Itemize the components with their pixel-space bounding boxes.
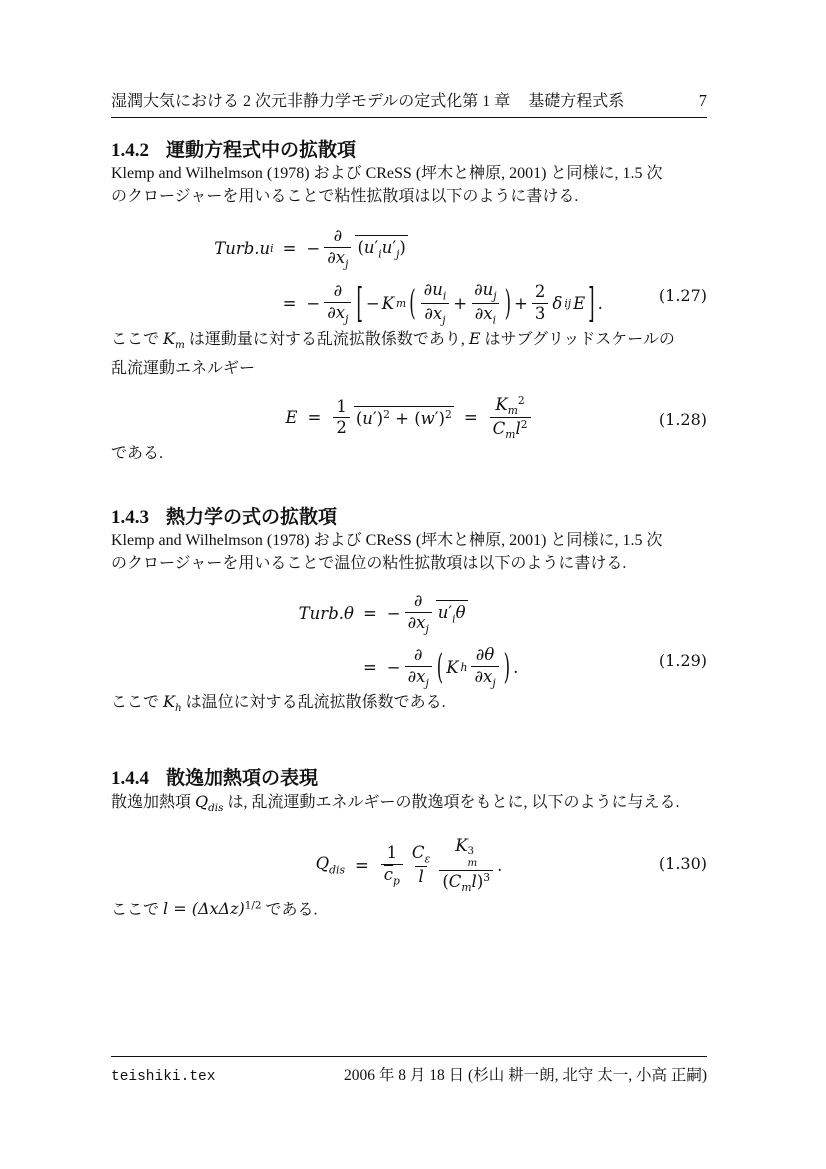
fraction: $\frac{1}{c_p}$ bbox=[381, 843, 403, 887]
eq129-rhs-line1: = − $\frac{\partial}{\partial x_j}$ $u'_i\theta$ bbox=[362, 590, 466, 635]
section-number: 1.4.4 bbox=[111, 767, 149, 789]
paragraph-l-definition: ここで $l = (\Delta x\Delta z)^{1/2}$ である. bbox=[111, 899, 318, 919]
header-doc-title: 湿潤大気における 2 次元非静力学モデルの定式化 bbox=[111, 93, 463, 110]
right-paren: ) bbox=[503, 646, 511, 687]
equation-1-27-align bbox=[214, 226, 604, 327]
fraction: $\frac{2}{3}$ bbox=[532, 282, 549, 324]
left-bracket: [ bbox=[356, 279, 363, 327]
overline-term: $(u')^2 + (w')^2$ bbox=[354, 406, 454, 429]
fraction: $\frac{C_\varepsilon}{l}$ bbox=[411, 843, 431, 886]
equation-1-27 bbox=[111, 226, 707, 327]
eq127-rhs-line1: = − $\frac{\partial}{\partial x_j}$ $(u'_iu'_j)$ bbox=[282, 226, 406, 270]
paragraph-dearu: である. bbox=[111, 444, 164, 462]
fraction: $\frac{1}{2}$ bbox=[333, 397, 350, 439]
page-body bbox=[111, 0, 707, 921]
eq127-lhs: Turb.u i bbox=[214, 238, 274, 258]
eq129-rhs-line2: = − $\frac{\partial}{\partial x_j}$ ( K h $\frac{\partial\theta}{\partial x_j}$ ) . bbox=[362, 645, 519, 690]
section-title: 運動方程式中の拡散項 bbox=[166, 140, 357, 161]
equation-1-30 bbox=[111, 836, 707, 895]
fraction: $\frac{\partial}{\partial x_j}$ bbox=[405, 645, 432, 689]
eq129-lhs: Turb.θ bbox=[298, 603, 354, 623]
equation-number-1-30: (1.30) bbox=[658, 853, 707, 873]
fraction: $\frac{\partial u_j}{\partial x_i}$ bbox=[471, 280, 500, 326]
right-paren: ) bbox=[504, 283, 512, 324]
header-page-number: 7 bbox=[698, 91, 707, 110]
fraction: $\frac{\partial}{\partial x_j}$ bbox=[405, 591, 432, 635]
eq130-lhs: $Q_{dis}$ bbox=[315, 854, 345, 877]
section-heading-1-4-3 bbox=[111, 507, 707, 529]
equation-number-1-27: (1.27) bbox=[658, 286, 707, 305]
paragraph-kh-definition: ここで $K_h$ は温位に対する乱流拡散係数である. bbox=[111, 691, 446, 714]
inline-math-Km: $K_m$ bbox=[163, 328, 185, 351]
footer-date-authors: 2006 年 8 月 18 日 (杉山 耕一朗, 北守 太一, 小高 正嗣) bbox=[344, 1067, 707, 1084]
fraction: $\frac{\partial\theta}{\partial x_j}$ bbox=[471, 645, 498, 689]
section-number: 1.4.2 bbox=[111, 140, 149, 161]
section-title: 散逸加熱項の表現 bbox=[166, 767, 319, 789]
eq127-rhs-line2: = − $\frac{\partial}{\partial x_j}$ [ − K m ( $\frac{\partial u_i}{\partial x_j}$ + $\frac{\partial u_j}{\partial x_i}$ ) + $\frac{2}{3}$ δ ij E ] . bbox=[282, 279, 603, 327]
equation-number-1-28: (1.28) bbox=[658, 409, 707, 429]
equation-1-29-align bbox=[299, 591, 520, 690]
paragraph-closure-momentum: Klemp and Wilhelmson (1978) および CReSS (坪木と榊原, 2001) と同様に, 1.5 次 のクロージャーを用いることで粘性拡散項は以下のように書ける. bbox=[111, 165, 663, 205]
section-title: 熱力学の式の拡散項 bbox=[166, 506, 338, 528]
footer-filename: teishiki.tex bbox=[111, 1069, 216, 1085]
section-heading-1-4-4 bbox=[111, 768, 707, 790]
page-footer bbox=[111, 1056, 707, 1085]
fraction: K 3 m $(C_ml)^3$ bbox=[439, 836, 493, 895]
inline-math-Kh: $K_h$ bbox=[163, 691, 182, 714]
section-heading-1-4-2 bbox=[111, 140, 707, 162]
fraction: $\frac{\partial}{\partial x_j}$ bbox=[324, 226, 351, 270]
overline-term: $u'_i\theta$ bbox=[436, 600, 468, 626]
inline-math-Qdis: $Q_{dis}$ bbox=[195, 791, 224, 814]
equation-1-28 bbox=[111, 394, 707, 442]
paragraph-closure-theta: Klemp and Wilhelmson (1978) および CReSS (坪木と榊原, 2001) と同様に, 1.5 次 のクロージャーを用いることで温位の粘性拡散項は以下のように書ける. bbox=[111, 531, 663, 572]
section-number: 1.4.3 bbox=[111, 506, 149, 528]
paragraph-qdis-intro: 散逸加熱項 $Q_{dis}$ は, 乱流運動エネルギーの散逸項をもとに, 以下のように与える. bbox=[111, 791, 680, 814]
overline-term: $(u'_iu'_j)$ bbox=[355, 235, 407, 261]
equation-number-1-29: (1.29) bbox=[658, 650, 707, 670]
inline-math-E: E bbox=[468, 328, 481, 348]
paragraph-km-definition: ここで $K_m$ は運動量に対する乱流拡散係数であり, E はサブグリッドスケールの 乱流運動エネルギー bbox=[111, 328, 675, 377]
fraction: $\frac{\partial}{\partial x_j}$ bbox=[324, 281, 351, 325]
fraction: $\frac{K_m^2}{C_ml^2}$ bbox=[490, 394, 531, 442]
equation-1-28-line: E = $\frac{1}{2}$ $(u')^2 + (w')^2$ = $\frac{K_m^2}{C_ml^2}$ bbox=[284, 394, 533, 442]
inline-math-l-def: $l = (\Delta x\Delta z)^{1/2}$ bbox=[163, 899, 262, 919]
fraction: $\frac{\partial u_i}{\partial x_j}$ bbox=[421, 280, 450, 326]
left-paren: ( bbox=[409, 283, 416, 324]
header-chapter: 第 1 章 bbox=[462, 93, 511, 110]
equation-1-30-line: $Q_{dis}$ = $\frac{1}{c_p}$ $\frac{C_\varepsilon}{l}$ K 3 m $(C_ml)^3$ . bbox=[315, 835, 503, 895]
right-bracket: ] bbox=[588, 279, 595, 327]
equation-1-29 bbox=[111, 591, 707, 690]
left-paren: ( bbox=[436, 646, 444, 687]
header-section: 基礎方程式系 bbox=[528, 93, 625, 110]
